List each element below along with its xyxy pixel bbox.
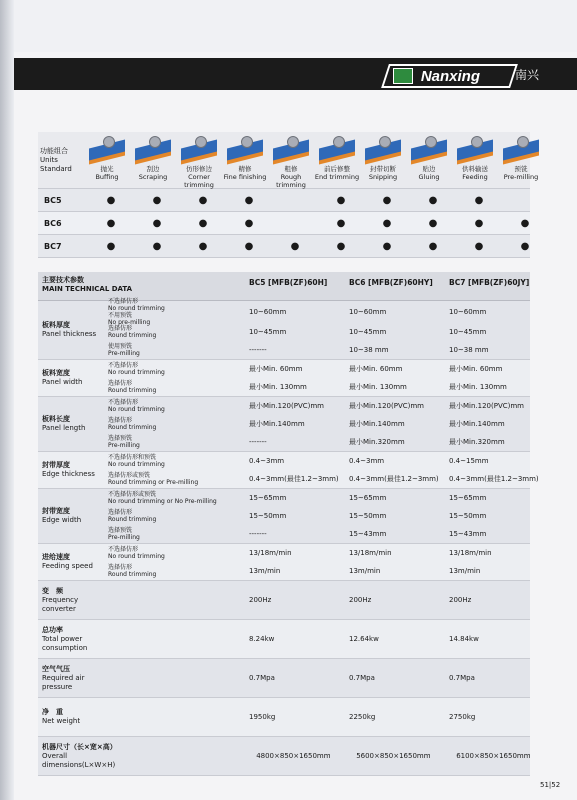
function-table [38,132,539,258]
group-rows [108,698,545,736]
tech-group [38,452,539,489]
tool-shape [517,136,529,148]
param-value: 2250kg [349,713,376,721]
param-value: ------- [249,438,267,446]
condition-text: 不选择仿形 [108,399,139,406]
param-row [108,562,545,580]
tool-shape [103,136,115,148]
function-en: Pre-milling [503,173,539,181]
param-value: 4800×850×1650mm [256,752,331,760]
function-cn: 粗修 [284,165,298,173]
model-name: BC7 [44,241,62,251]
group-rows [108,620,545,658]
tool-shape [287,136,299,148]
function-en: Rough trimming [276,173,306,189]
param-value: 最小Min. 130mm [449,383,507,391]
param-value: 0.7Mpa [449,674,475,682]
group-rows [108,360,545,396]
function-en: Buffing [95,173,119,181]
function-col [452,132,498,188]
feature-mark: ● [106,217,116,229]
param-value: 0.7Mpa [249,674,275,682]
top-band [14,0,577,52]
group-rows [108,298,545,359]
function-cn: 精修 [238,165,252,173]
tech-header-row [38,272,530,301]
param-row [108,544,545,562]
tech-title [38,272,245,300]
param-value: 最小Min.120(PVC)mm [449,402,525,410]
condition [108,325,245,339]
condition [108,399,245,413]
param-value: 5600×850×1650mm [356,752,431,760]
param-value: 15~50mm [449,512,487,520]
param-row [108,659,545,697]
param-value: 最小Min. 60mm [449,365,503,373]
group-label [38,452,108,488]
param-value: 10~45mm [449,328,487,336]
machining-icon [271,134,311,164]
feature-mark: ● [106,240,116,252]
group-en: Panel thickness [42,330,97,338]
feature-mark: ● [520,240,530,252]
param-row [108,507,545,525]
group-en: Edge width [42,516,82,524]
condition-text: 选择仿形或预铣 [108,472,151,479]
tool-shape [379,136,391,148]
label-standard: Standard [40,164,72,173]
param-value: 6100×850×1650mm [456,752,531,760]
condition [108,343,245,357]
function-en: Feeding [462,173,488,181]
param-value: 10~45mm [349,328,387,336]
param-value: 15~43mm [449,530,487,538]
condition [108,491,245,505]
tech-group [38,620,530,659]
group-en: Total power consumption [42,634,88,652]
group-label [38,360,108,396]
machining-icon [363,134,403,164]
param-value: 0.4~3mm(最佳1.2~3mm) [449,475,539,483]
param-value: 0.4~3mm [249,457,285,465]
condition-text: 不选择仿形或预铣 [108,491,157,498]
model-name: BC5 [44,195,62,205]
param-value: 13/18m/min [249,549,292,557]
param-value: 最小Min. 130mm [349,383,407,391]
condition [108,362,245,376]
function-cn: 预铣 [514,165,528,173]
group-label [38,698,108,736]
condition-text: 不选择仿形 [108,362,139,369]
condition-text: 选择仿形 [108,325,133,332]
function-cn: 供料输送 [462,165,488,173]
group-en: Overall dimensions(L×W×H) [42,751,116,769]
group-label [38,544,108,580]
tool-shape [149,136,161,148]
group-rows [108,489,545,543]
machining-icon [501,134,541,164]
group-en: Required air pressure [42,673,85,691]
feature-mark: ● [290,240,300,252]
group-rows [108,544,545,580]
condition-text: 不选择仿形和预铣 [108,454,157,461]
condition-text: 选择预铣 [108,435,133,442]
function-en: Gluing [418,173,440,181]
function-cn: 贴边 [422,165,436,173]
function-en: Fine finishing [223,173,267,181]
tech-group [38,397,530,452]
condition-text: Round trimming [108,332,157,339]
group-cn: 进给速度 [42,553,70,561]
model-header: BC7 [MFB(ZF)60JY] [449,278,530,287]
group-cn: 总功率 [42,625,63,634]
condition-text: Round trimming [108,516,157,523]
condition-text: 使用预铣 [108,343,133,350]
param-value: 0.4~3mm(最佳1.2~3mm) [349,475,439,483]
model-header: BC6 [MFB(ZF)60HY] [349,278,433,287]
function-en: Scraping [138,173,168,181]
group-cn: 板料厚度 [42,321,70,329]
group-label [38,301,108,359]
condition-text: No round trimming [108,553,165,560]
group-cn: 空气气压 [42,664,70,673]
function-en: Snipping [368,173,398,181]
feature-mark: ● [428,217,438,229]
param-value: 15~65mm [249,494,287,502]
function-en: End trimming [314,173,360,181]
function-cn: 仿形修边 [186,165,212,173]
machining-icon [87,134,127,164]
machining-icon [455,134,495,164]
condition [108,435,245,449]
condition-text: No round trimming [108,461,165,468]
function-row [38,189,530,212]
feature-mark: ● [244,194,254,206]
param-value: 10~45mm [249,328,287,336]
condition [108,472,245,486]
param-value: 最小Min.120(PVC)mm [349,402,425,410]
param-value: 15~50mm [249,512,287,520]
condition [108,417,245,431]
function-cn: 前后修整 [324,165,350,173]
group-label [38,581,108,619]
param-row [108,298,545,326]
condition-text: No round trimming or No Pre-milling [108,498,217,505]
tech-group [38,659,530,698]
label-units: Units [40,155,58,164]
function-col [176,132,222,188]
group-cn: 机器尺寸（长×宽×高） [42,742,117,751]
logo-mark-icon [393,68,413,84]
param-value: 最小Min.120(PVC)mm [249,402,325,410]
param-value: 13/18m/min [349,549,392,557]
feature-mark: ● [106,194,116,206]
condition-text: No round trimming [108,369,165,376]
feature-mark: ● [336,217,346,229]
condition-text: Round trimming [108,387,157,394]
param-row [108,397,545,415]
param-value: 最小Min. 130mm [249,383,307,391]
brand-cn: 南兴 [515,68,540,82]
param-value: 0.4~15mm [449,457,489,465]
condition-text: Round trimming or Pre-milling [108,479,199,486]
condition-text: No pre-milling [108,319,151,326]
feature-mark: ● [244,217,254,229]
function-cn: 刮边 [146,165,160,173]
param-value: 15~65mm [349,494,387,502]
param-value: 8.24kw [249,635,275,643]
param-value: 15~65mm [449,494,487,502]
group-cn: 封带厚度 [42,461,70,469]
condition-text: 选择预铣 [108,527,133,534]
condition-text: 选择仿形 [108,417,133,424]
condition-text: 不选择仿形 [108,546,139,553]
condition-text: Pre-milling [108,442,140,449]
group-cn: 净 重 [42,708,63,716]
group-en: Panel length [42,424,86,432]
param-row [108,415,545,433]
group-cn: 封带宽度 [42,507,70,515]
condition-text: 选择仿形 [108,509,133,516]
param-row [108,581,545,619]
param-value: ------- [249,346,267,354]
param-value: 最小Min.140mm [449,420,505,428]
param-row [108,323,545,341]
feature-mark: ● [428,240,438,252]
param-value: 最小Min.320mm [349,438,405,446]
param-value: 2750kg [449,713,476,721]
function-col [130,132,176,188]
param-row [108,452,545,470]
condition-text: 不用预铣 [108,312,133,319]
tool-shape [241,136,253,148]
group-label [38,737,115,775]
param-row [108,489,545,507]
param-value: 13m/min [349,567,381,575]
group-en: Edge thickness [42,470,95,478]
label-cn: 功能组合 [40,146,68,155]
feature-mark: ● [428,194,438,206]
condition [108,454,245,468]
page-number: 51|52 [540,781,561,789]
condition-text: Round trimming [108,424,157,431]
tech-group [38,489,530,544]
param-value: 12.64kw [349,635,379,643]
feature-mark: ● [474,217,484,229]
condition [108,546,245,560]
param-value: 最小Min. 60mm [249,365,303,373]
condition [108,298,245,326]
book-spine [0,0,14,800]
param-value: 200Hz [249,596,272,604]
group-cn: 板料宽度 [42,369,70,377]
param-row [108,360,545,378]
condition [108,509,245,523]
param-value: 1950kg [249,713,276,721]
param-row [108,470,545,488]
feature-mark: ● [152,240,162,252]
feature-mark: ● [382,217,392,229]
param-row [108,620,545,658]
param-value: 13m/min [249,567,281,575]
group-rows [108,659,545,697]
feature-mark: ● [152,217,162,229]
group-en: Panel width [42,378,83,386]
param-row [108,341,545,359]
feature-mark: ● [152,194,162,206]
group-cn: 变 频 [42,586,63,595]
param-value: 最小Min.140mm [349,420,405,428]
feature-mark: ● [336,194,346,206]
function-col [498,132,544,188]
tech-table [38,272,539,776]
param-value: 15~43mm [349,530,387,538]
function-col [360,132,406,188]
param-value: 14.84kw [449,635,479,643]
param-value: 0.4~3mm(最佳1.2~3mm) [249,475,339,483]
group-rows [108,581,545,619]
function-col [222,132,268,188]
machining-icon [133,134,173,164]
param-value: 最小Min.140mm [249,420,305,428]
param-row [108,525,545,543]
param-value: 10~38 mm [449,346,489,354]
group-en: Feeding speed [42,562,93,570]
tech-group [38,544,530,581]
group-cn: 板料长度 [42,415,70,423]
feature-mark: ● [382,194,392,206]
feature-mark: ● [474,194,484,206]
tech-group [38,360,530,397]
param-row [108,433,545,451]
feature-mark: ● [198,194,208,206]
param-value: 10~60mm [249,308,287,316]
param-row [108,378,545,396]
param-value: 最小Min.320mm [449,438,505,446]
condition-text: No round trimming [108,305,165,312]
brand-name: Nanxing [421,67,481,85]
machining-icon [225,134,265,164]
param-value: 0.7Mpa [349,674,375,682]
tech-title-en: MAIN TECHNICAL DATA [42,285,133,293]
function-row [38,235,530,258]
condition-text: Pre-milling [108,350,140,357]
condition-text: Round trimming [108,571,157,578]
param-value: 10~60mm [349,308,387,316]
group-label [38,489,108,543]
param-value: 200Hz [349,596,372,604]
machining-icon [317,134,357,164]
feature-mark: ● [382,240,392,252]
function-col [406,132,452,188]
condition-text: 选择仿形 [108,380,133,387]
condition-text: No round trimming [108,406,165,413]
tool-shape [333,136,345,148]
machining-icon [179,134,219,164]
param-value: 最小Min. 60mm [349,365,403,373]
param-row [115,737,552,775]
model-name: BC6 [44,218,62,228]
tech-group [38,298,530,360]
tool-shape [195,136,207,148]
param-value: 13m/min [449,567,481,575]
tech-group [38,737,530,776]
feature-mark: ● [520,217,530,229]
function-row [38,212,530,235]
function-col [314,132,360,188]
condition [108,527,245,541]
feature-mark: ● [198,217,208,229]
function-col [84,132,130,188]
feature-mark: ● [474,240,484,252]
group-rows [108,397,545,451]
param-row [108,698,545,736]
function-label [38,132,84,188]
function-col [268,132,314,188]
machining-icon [409,134,449,164]
condition-text: Pre-milling [108,534,140,541]
function-en: Corner trimming [184,173,214,189]
param-value: 15~50mm [349,512,387,520]
tech-title-cn: 主要技术参数 [42,276,84,284]
tool-shape [471,136,483,148]
param-value: 200Hz [449,596,472,604]
param-value: 10~38 mm [349,346,389,354]
feature-mark: ● [198,240,208,252]
function-header-row [38,132,539,189]
group-label [38,397,108,451]
group-rows [108,452,545,488]
tech-group [38,698,530,737]
condition [108,564,245,578]
param-value: ------- [249,530,267,538]
feature-mark: ● [336,240,346,252]
function-cn: 封带切断 [370,165,396,173]
param-value: 10~60mm [449,308,487,316]
group-rows [115,737,552,775]
model-header: BC5 [MFB(ZF)60H] [249,278,328,287]
group-en: Net weight [42,717,81,725]
param-value: 0.4~3mm [349,457,385,465]
param-value: 13/18m/min [449,549,492,557]
condition-text: 选择仿形 [108,564,133,571]
tech-group [38,581,530,620]
brand-logo [381,64,518,88]
group-label [38,659,108,697]
condition-text: 不选择仿形 [108,298,139,305]
group-label [38,620,108,658]
group-en: Frequency converter [42,595,79,613]
tool-shape [425,136,437,148]
feature-mark: ● [244,240,254,252]
function-cn: 抛光 [100,165,114,173]
condition [108,380,245,394]
